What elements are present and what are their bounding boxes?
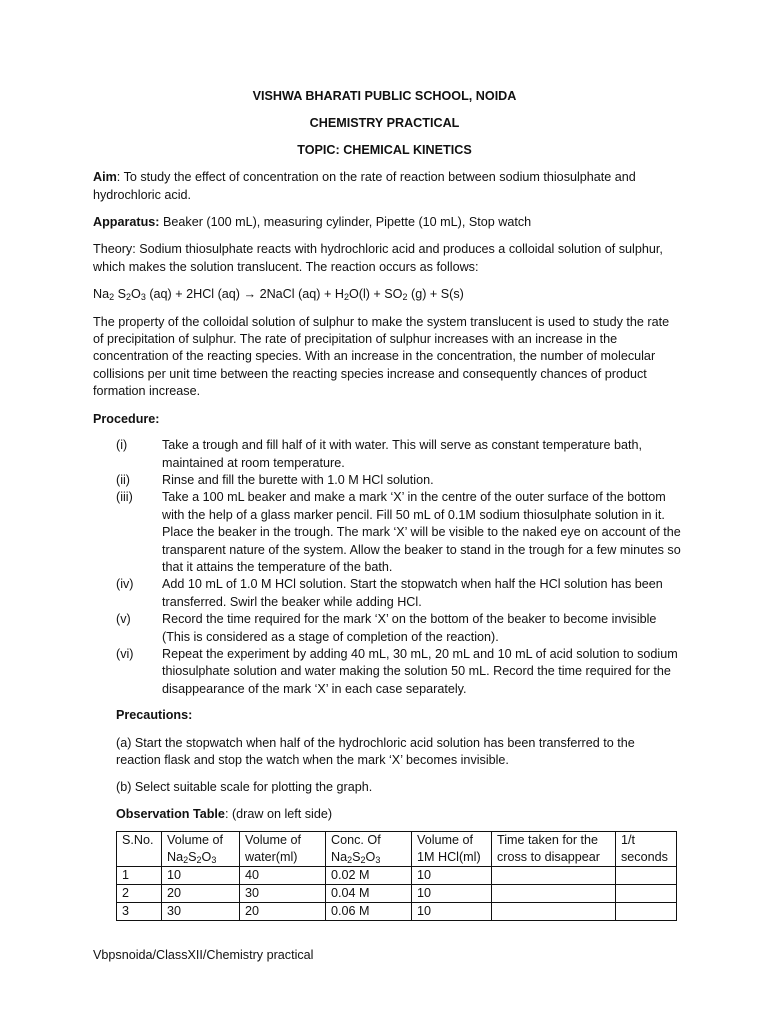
procedure-title: Procedure:	[93, 411, 160, 426]
page-footer: Vbpsnoida/ClassXII/Chemistry practical	[93, 948, 314, 962]
observation-label: Observation Table	[116, 806, 225, 821]
cell-time-taken	[492, 885, 616, 903]
topic-heading: TOPIC: CHEMICAL KINETICS	[297, 142, 472, 157]
header-line: Volume of	[167, 833, 224, 848]
cell-volume-water: 30	[240, 885, 326, 903]
cell-sno: 2	[117, 885, 162, 903]
procedure-item-number: (iv)	[116, 577, 134, 592]
procedure-item	[93, 489, 681, 576]
procedure-item-text: Rinse and fill the burette with 1.0 M HCl solution.	[162, 472, 434, 487]
eq-sub: 2	[109, 292, 115, 303]
procedure-item	[93, 646, 676, 698]
cell-volume-na2s2o3: 10	[162, 867, 240, 885]
apparatus-paragraph	[93, 214, 676, 231]
precautions-heading	[93, 707, 676, 724]
table-header-row	[117, 832, 677, 867]
cell-time-taken	[492, 903, 616, 921]
procedure-heading	[93, 411, 676, 428]
eq-part: (g) + S(s)	[407, 287, 464, 302]
cell-concentration: 0.04 M	[326, 885, 412, 903]
cell-inverse-time	[616, 903, 677, 921]
aim-label: Aim	[93, 170, 117, 185]
school-heading: VISHWA BHARATI PUBLIC SCHOOL, NOIDA	[252, 89, 517, 103]
apparatus-label: Apparatus:	[93, 215, 160, 230]
header-volume-hcl	[412, 832, 492, 867]
eq-sub: 3	[140, 292, 146, 303]
header-line: O	[201, 850, 212, 865]
header-sub: 2	[360, 855, 366, 866]
procedure-item	[93, 437, 676, 472]
eq-sub: 2	[126, 292, 132, 303]
header-volume-na2s2o3	[162, 832, 240, 867]
procedure-item-text: Take a 100 mL beaker and make a mark ‘X’ in the centre of the outer surface of the bottom with the help of a glass marker pencil. Fill 50 mL of 0.1M sodium thiosulphate solution in it. Place the beaker in the trough. The mark ‘X’ will be visible to the naked eye on account of the transparent nature of the system. Allow the beaker to stand in the trough for a few minutes so that it attains the temperature of the bath.	[162, 490, 681, 574]
eq-part: O	[131, 287, 141, 302]
procedure-item	[93, 472, 676, 489]
cell-inverse-time	[616, 867, 677, 885]
table-row	[117, 885, 677, 903]
header-line: O	[365, 850, 376, 865]
eq-sub: 2	[343, 292, 349, 303]
header-sub: 3	[211, 855, 217, 866]
header-line: 1/t	[621, 833, 636, 848]
property-paragraph: The property of the colloidal solution of sulphur to make the system translucent is used to study the rate of precipitation of sulphur. The rate of precipitation of sulphur increases with an increase in the concentration of the reacting species. With an increase in the concentration, the number of molecular collisions per unit time between the reacting species increase and consequently chances of product formation increase.	[93, 314, 670, 399]
header-line: Time taken for the	[497, 833, 599, 848]
cell-concentration: 0.02 M	[326, 867, 412, 885]
subject-heading: CHEMISTRY PRACTICAL	[309, 116, 460, 131]
procedure-item-number: (vi)	[116, 646, 134, 661]
apparatus-text: Beaker (100 mL), measuring cylinder, Pipette (10 mL), Stop watch	[159, 215, 532, 230]
eq-part: Na	[93, 287, 110, 302]
procedure-item-number: (iii)	[116, 490, 133, 505]
cell-volume-water: 20	[240, 903, 326, 921]
procedure-item-text: Repeat the experiment by adding 40 mL, 30 mL, 20 mL and 10 mL of acid solution to sodium thiosulphate solution and water making the solution 50 mL. Record the time required for the disappearance of the mark ‘X’ in each case separately.	[162, 646, 678, 696]
header-concentration	[326, 832, 412, 867]
theory-paragraph: Theory: Sodium thiosulphate reacts with hydrochloric acid and produces a colloidal solution of sulphur, which makes the solution translucent. The reaction occurs as follows:	[93, 242, 663, 274]
cell-inverse-time	[616, 885, 677, 903]
header-line: Na	[167, 850, 184, 865]
observation-table	[116, 831, 677, 921]
precaution-b: (b) Select suitable scale for plotting the graph.	[116, 780, 373, 795]
procedure-item-number: (i)	[116, 438, 128, 453]
header-line: S	[188, 850, 197, 865]
eq-part: O(l) + SO	[348, 287, 403, 302]
procedure-item-number: (v)	[116, 612, 131, 627]
procedure-list	[93, 437, 681, 698]
cell-volume-na2s2o3: 30	[162, 903, 240, 921]
header-sub: 2	[183, 855, 189, 866]
header-sub: 2	[347, 855, 353, 866]
eq-part: S	[114, 287, 127, 302]
reaction-equation	[93, 286, 676, 303]
header-sno: S.No.	[117, 832, 162, 867]
eq-part: (aq) + 2HCl (aq) → 2NaCl (aq) + H	[145, 287, 344, 302]
procedure-item	[93, 611, 676, 646]
header-line: cross to disappear	[497, 850, 600, 865]
table-row	[117, 903, 677, 921]
header-line: Na	[331, 850, 348, 865]
observation-note: : (draw on left side)	[224, 806, 333, 821]
precautions-title: Precautions:	[116, 708, 193, 723]
header-sub: 3	[375, 855, 381, 866]
header-line: water(ml)	[245, 850, 298, 865]
cell-sno: 1	[117, 867, 162, 885]
precaution-a: (a) Start the stopwatch when half of the hydrochloric acid solution has been transferred to the reaction flask and stop the watch when the mark ‘X’ becomes invisible.	[116, 735, 635, 767]
cell-volume-hcl: 10	[412, 885, 492, 903]
eq-sub: 2	[402, 292, 408, 303]
cell-concentration: 0.06 M	[326, 903, 412, 921]
aim-text: : To study the effect of concentration on the rate of reaction between sodium thiosulphate and hydrochloric acid.	[93, 170, 636, 202]
procedure-item	[93, 576, 676, 611]
cell-sno: 3	[117, 903, 162, 921]
header-line: Volume of	[417, 833, 474, 848]
cell-volume-water: 40	[240, 867, 326, 885]
header-volume-water	[240, 832, 326, 867]
aim-paragraph	[93, 169, 676, 204]
cell-volume-na2s2o3: 20	[162, 885, 240, 903]
procedure-item-text: Take a trough and fill half of it with water. This will serve as constant temperature bath, maintained at room temperature.	[162, 438, 642, 470]
table-row	[117, 867, 677, 885]
cell-volume-hcl: 10	[412, 867, 492, 885]
cell-volume-hcl: 10	[412, 903, 492, 921]
header-inverse-time	[616, 832, 677, 867]
header-line: seconds	[621, 850, 668, 865]
header-line: Volume of	[245, 833, 302, 848]
cell-time-taken	[492, 867, 616, 885]
procedure-item-text: Record the time required for the mark ‘X’ on the bottom of the beaker to become invisible (This is considered as a stage of completion of the reaction).	[162, 612, 657, 644]
header-line: Conc. Of	[331, 833, 381, 848]
header-time-taken	[492, 832, 616, 867]
header-sub: 2	[196, 855, 202, 866]
procedure-item-number: (ii)	[116, 472, 130, 487]
header-line: S	[352, 850, 361, 865]
procedure-item-text: Add 10 mL of 1.0 M HCl solution. Start the stopwatch when half the HCl solution has been transferred. Swirl the beaker while adding HCl.	[162, 577, 663, 609]
header-line: 1M HCl(ml)	[417, 850, 481, 865]
observation-heading	[93, 806, 676, 823]
